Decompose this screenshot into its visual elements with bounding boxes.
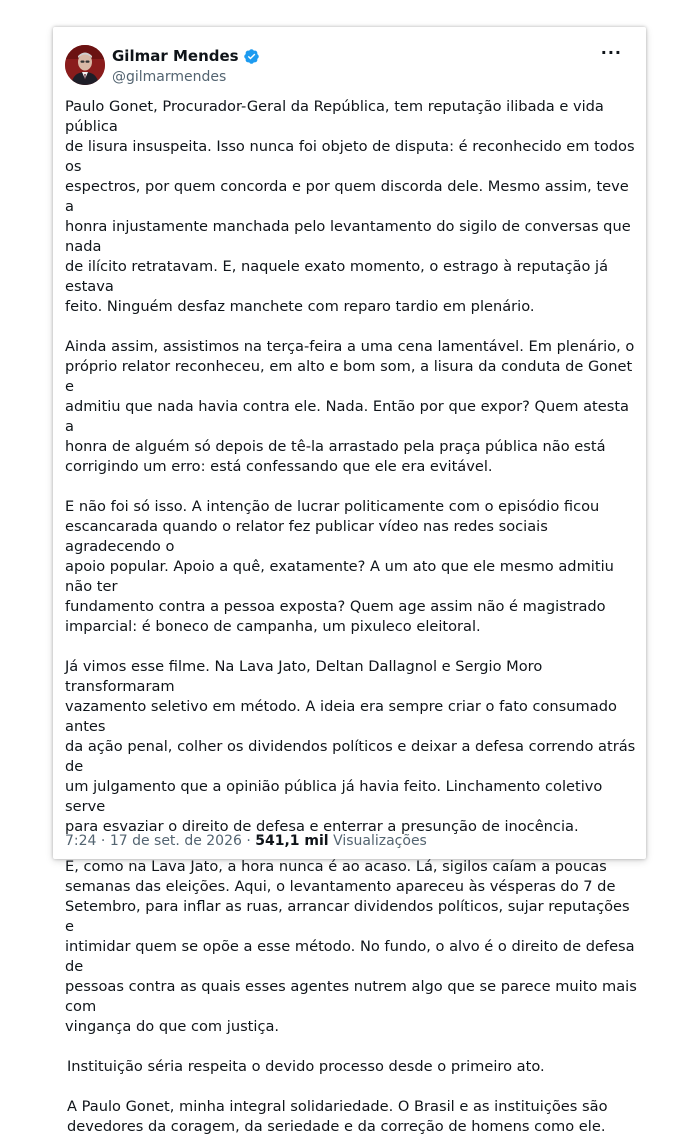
author-avatar[interactable]: [65, 45, 105, 85]
tweet-paragraph: E, como na Lava Jato, a hora nunca é ao acaso. Lá, sigilos caíam a poucas semanas das eleições. Aqui, o levantamento apareceu às vésperas do 7 de Setembro, para inflar as ruas, arrancar dividendos políticos, sujar reputações e intimidar quem se opõe a esse método. No fundo, o alvo é o direito de defesa de pessoas contra as quais esses agentes nutrem algo que se parece muito mais com vingança do que com justiça.: [65, 858, 637, 1035]
tweet-paragraph: E não foi só isso. A intenção de lucrar politicamente com o episódio ficou escancarada quando o relator fez publicar vídeo nas redes sociais agradecendo o apoio popular. Apoio a quê, exatamente? A um ato que ele mesmo admitiu não ter fundamento contra a pessoa exposta? Quem age assim não é magistrado imparcial: é boneco de campanha, um pixuleco eleitoral.: [65, 498, 614, 635]
verified-badge-icon: [243, 48, 260, 65]
author-handle[interactable]: @gilmarmendes: [112, 69, 227, 85]
tweet-paragraph: Instituição séria respeita o devido processo desde o primeiro ato.: [67, 1058, 545, 1075]
tweet-time[interactable]: 7:24: [65, 833, 97, 849]
tweet-paragraph: Ainda assim, assistimos na terça-feira a uma cena lamentável. Em plenário, o próprio relator reconheceu, em alto e bom som, a lisura da conduta de Gonet e admitiu que nada havia contra ele. Nada. Então por que expor? Quem atesta a honra de alguém só depois de tê-la arrastado pela praça pública não está corrigindo um erro: está confessando que ele era evitável.: [65, 338, 635, 475]
author-name-row: [112, 47, 260, 65]
tweet-text: [65, 97, 637, 1137]
meta-separator: ·: [241, 833, 256, 849]
tweet-meta: [65, 831, 427, 851]
views-label: Visualizações: [333, 833, 427, 849]
profile-photo: [65, 45, 105, 85]
tweet-paragraph: Paulo Gonet, Procurador-Geral da República, tem reputação ilibada e vida pública de lisura insuspeita. Isso nunca foi objeto de disputa: é reconhecido em todos os espectros, por quem concorda e por quem discorda dele. Mesmo assim, teve a honra injustamente manchada pelo levantamento do sigilo de conversas que nada de ilícito retratavam. E, naquele exato momento, o estrago à reputação já estava feito. Ninguém desfaz manchete com reparo tardio em plenário.: [65, 98, 635, 315]
tweet-card: [53, 27, 646, 1135]
tweet-date[interactable]: 17 de set. de 2026: [109, 833, 242, 849]
tweet-paragraph: Já vimos esse filme. Na Lava Jato, Deltan Dallagnol e Sergio Moro transformaram vazamento seletivo em método. A ideia era sempre criar o fato consumado antes da ação penal, colher os dividendos políticos e deixar a defesa correndo atrás de um julgamento que a opinião pública já havia feito. Linchamento coletivo serve para esvaziar o direito de defesa e enterrar a presunção de inocência.: [65, 658, 636, 835]
more-options-icon[interactable]: ···: [600, 43, 622, 62]
author-display-name[interactable]: Gilmar Mendes: [112, 47, 239, 65]
meta-separator: ·: [96, 833, 110, 849]
views-count: 541,1 mil: [255, 833, 329, 849]
tweet-paragraph: A Paulo Gonet, minha integral solidariedade. O Brasil e as instituições são devedores da coragem, da seriedade e da correção de homens como ele.: [67, 1098, 608, 1135]
